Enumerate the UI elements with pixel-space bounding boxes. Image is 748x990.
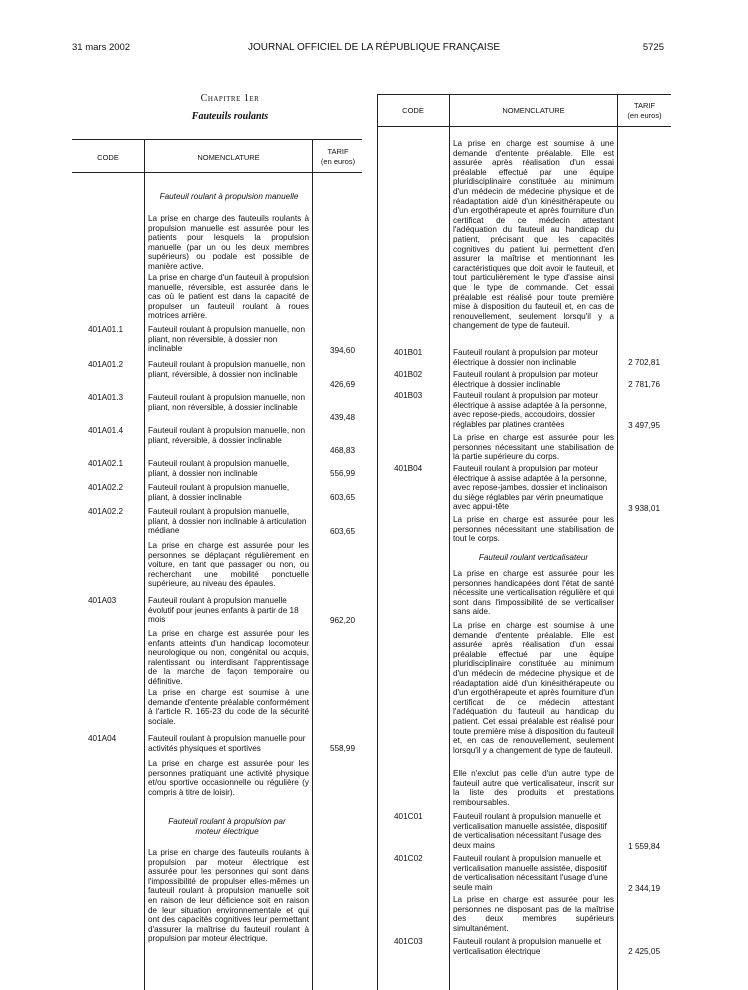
product-tarif: 3 497,95 — [628, 421, 660, 430]
product-code: 401A02.2 — [88, 483, 124, 492]
note-text: La prise en charge des fauteuils roulants à propulsion manuelle est assurée pour les patients pour lesquels la propulsion manuelle (par un ou les deux membres supérieurs) ou podale est possible de manière active. — [148, 214, 309, 271]
product-tarif: 2 781,76 — [628, 380, 660, 389]
note-text: La prise en charge est assurée pour les personnes se déplaçant régulièrement en voiture, en tant que passager ou non, ou recherchant une mobilité ponctuelle supérieure, au niveau des épaules. — [148, 541, 309, 589]
right-header-tarif: TARIF — [633, 101, 656, 110]
note-text: La prise en charge est soumise à une demande d'entente préalable conformément à l'article R. 165-23 du code de la sécurité sociale. — [148, 688, 309, 726]
product-description: Fauteuil roulant à propulsion par moteur électrique à dossier non inclinable — [453, 348, 599, 367]
product-code: 401B03 — [394, 391, 423, 400]
right-col-divider-2 — [617, 94, 618, 990]
left-col-divider-2 — [312, 139, 313, 990]
left-header-nomenclature: NOMENCLATURE — [197, 153, 260, 162]
product-description: Fauteuil roulant à propulsion manuelle et verticalisation électrique — [453, 937, 601, 956]
product-tarif: 556,99 — [329, 469, 355, 478]
product-tarif: 2 702,81 — [628, 358, 660, 367]
product-code: 401A02.2 — [88, 507, 124, 516]
product-description: Fauteuil roulant à propulsion manuelle, non pliant, réversible, à dossier inclinable — [148, 426, 306, 445]
product-code: 401B01 — [394, 348, 423, 357]
product-tarif: 394,60 — [329, 346, 355, 355]
product-code: 401A04 — [88, 734, 117, 743]
note-text: La prise en charge est assurée pour les enfants atteints d'un handicap locomoteur neurologique ou non, congénital ou acquis, ralentissant ou interdisant l'apprentissage de la marche de façon temporaire ou définitive. — [148, 629, 309, 686]
product-description: Fauteuil roulant à propulsion manuelle, non pliant, réversible, à dossier non inclinable — [148, 360, 306, 379]
right-header-tarif-unit: (en euros) — [627, 111, 662, 120]
product-description: Fauteuil roulant à propulsion par moteur électrique à dossier inclinable — [453, 370, 599, 389]
note-text: La prise en charge est soumise à une demande d'entente préalable. Elle est assurée après réalisation d'un essai préalable effectué par une équipe pluridisciplinaire constituée au minimum d'un médecin de médecine physique et de réadaptation aidé d'un kinésithérapeute ou d'un ergothérapeute et après fourniture d'un certificat de ce médecin attestant l'adéquation du fauteuil au handicap du patient, précisant que les capacités cognitives du patient lui permettent d'en assurer la maîtrise et mentionnant les caractéristiques que doit avoir le fauteuil, et tout particulièrement le type d'assise ainsi que le type de commande. Cet essai préalable est réalisé pour toute première mise à disposition du fauteuil et, en cas de renouvellement, seulement lorsqu'il y a changement de type de fauteuil. — [453, 139, 614, 331]
product-description: Fauteuil roulant à propulsion manuelle pour activités physiques et sportives — [148, 734, 306, 753]
note-text: La prise en charge est assurée pour les personnes ne disposant pas de la maîtrise des deux membres supérieurs simultanément. — [453, 895, 614, 933]
product-description: Fauteuil roulant à propulsion manuelle, pliant, à dossier inclinable — [148, 483, 290, 502]
note-text: La prise en charge est soumise à une demande d'entente préalable. Elle est assurée après réalisation d'un essai préalable effectué par une équipe pluridisciplinaire constituée au minimum d'un médecin de médecine physique et de réadaptation aidé d'un kinésithérapeute ou d'un ergothérapeute et après fourniture d'un certificat de ce médecin attestant l'adéquation du fauteuil au handicap du patient. Cet essai préalable est réalisé pour toute première mise à disposition du fauteuil et, en cas de renouvellement, seulement lorsqu'il y a changement de type de fauteuil. — [453, 621, 614, 755]
product-tarif: 426,69 — [329, 380, 355, 389]
product-code: 401A01.2 — [88, 360, 124, 369]
product-code: 401A01.1 — [88, 325, 124, 334]
product-tarif: 1 559,84 — [628, 842, 660, 851]
left-header-tarif: TARIF — [327, 147, 349, 156]
product-tarif: 603,65 — [329, 493, 355, 502]
product-tarif: 603,65 — [329, 527, 355, 536]
left-table-top-rule — [72, 139, 362, 140]
right-col-divider-1 — [449, 94, 450, 990]
header-journal: JOURNAL OFFICIEL DE LA RÉPUBLIQUE FRANÇAISE — [247, 42, 501, 53]
product-code: 401B02 — [394, 370, 423, 379]
chapter-title: Chapitre 1er — [200, 93, 260, 104]
header-page-number: 5725 — [642, 42, 664, 53]
product-description: Fauteuil roulant à propulsion manuelle, pliant, à dossier non inclinable — [148, 459, 290, 478]
product-tarif: 439,48 — [329, 413, 355, 422]
product-code: 401C01 — [394, 812, 423, 821]
product-code: 401A02.1 — [88, 459, 124, 468]
note-text: La prise en charge des fauteuils roulants à propulsion par moteur électrique est assurée pour les personnes qui sont dans l'impossibilité de propulser elles-mêmes un fauteuil roulant à propulsion manuelle soit en raison de leur déficience soit en raison de leur situation environnementale et qui ont des capacités cognitives leur permettant d'assurer la maîtrise du fauteuil roulant à propulsion par moteur électrique. — [148, 848, 309, 944]
product-tarif: 962,20 — [329, 616, 355, 625]
section-heading: Fauteuil roulant à propulsion par moteur électrique — [168, 817, 286, 836]
section-heading: Fauteuil roulant à propulsion manuelle — [159, 192, 299, 201]
product-code: 401A01.3 — [88, 393, 124, 402]
product-code: 401C02 — [394, 854, 423, 863]
product-code: 401A01.4 — [88, 426, 124, 435]
right-col-divider-0 — [377, 94, 378, 990]
product-description: Fauteuil roulant à propulsion manuelle, non pliant, non réversible, à dossier inclinable — [148, 393, 306, 412]
left-header-tarif-unit: (en euros) — [320, 157, 356, 166]
product-description: Fauteuil roulant à propulsion par moteur électrique à assise adaptée à la personne, avec repose-pieds, accoudoirs, dossier réglables par platines crantées — [453, 391, 607, 429]
header-date: 31 mars 2002 — [72, 42, 131, 53]
right-header-nomenclature: NOMENCLATURE — [502, 106, 565, 115]
product-code: 401C03 — [394, 937, 423, 946]
product-tarif: 468,83 — [329, 446, 355, 455]
note-text: La prise en charge est assurée pour les personnes nécessitant une stabilisation de la partie supérieure du corps. — [453, 433, 614, 462]
note-text: La prise en charge d'un fauteuil à propulsion manuelle, réversible, est assurée dans le cas où le patient est dans la capacité de propulser un fauteuil roulant à roues motrices arrière. — [148, 273, 309, 321]
product-code: 401A03 — [88, 596, 117, 605]
product-description: Fauteuil roulant à propulsion manuelle évolutif pour jeunes enfants à partir de 18 mois — [148, 596, 299, 625]
product-tarif: 2 425,05 — [628, 947, 660, 956]
right-table-header-rule — [377, 126, 671, 127]
product-description: Fauteuil roulant à propulsion par moteur électrique à assise adaptée à la personne, avec repose-jambes, dossier et inclinaison du siège réglables par vérin pneumatique avec appui-tête — [453, 464, 608, 512]
note-text: Elle n'exclut pas celle d'un autre type de fauteuil autre que verticalisateur, inscrit sur la liste des produits et prestations remboursables. — [453, 769, 614, 807]
product-tarif: 558,99 — [329, 744, 355, 753]
left-header-code: CODE — [97, 153, 119, 162]
left-table-header-rule — [72, 172, 362, 173]
product-description: Fauteuil roulant à propulsion manuelle, pliant, à dossier non inclinable à articulation médiane — [148, 507, 307, 536]
product-description: Fauteuil roulant à propulsion manuelle et verticalisation manuelle assistée, dispositif de verticalisation nécessitant l'usage d'une seule main — [453, 854, 608, 892]
product-code: 401B04 — [394, 464, 423, 473]
note-text: La prise en charge est assurée pour les personnes pratiquant une activité physique et/ou sportive occasionnelle ou régulière (y compris à titre de loisir). — [148, 759, 309, 797]
right-header-code: CODE — [402, 106, 424, 115]
note-text: La prise en charge est assurée pour les personnes nécessitant une stabilisation de tout le corps. — [453, 515, 614, 544]
left-col-divider-1 — [144, 139, 145, 990]
product-tarif: 3 938,01 — [628, 504, 660, 513]
section-heading: Fauteuil roulant verticalisateur — [478, 553, 589, 562]
product-description: Fauteuil roulant à propulsion manuelle, non pliant, non réversible, à dossier non inclinable — [148, 325, 306, 354]
chapter-subtitle: Fauteuils roulants — [191, 111, 269, 122]
right-table-top-rule — [377, 94, 671, 95]
product-tarif: 2 344,19 — [628, 884, 660, 893]
product-description: Fauteuil roulant à propulsion manuelle et verticalisation manuelle assistée, dispositif de verticalisation nécessitant l'usage des deux mains — [453, 812, 607, 850]
note-text: La prise en charge est assurée pour les personnes handicapées dont l'état de santé nécessite une verticalisation régulière et qui sont dans l'impossibilité de se verticaliser sans aide. — [453, 569, 614, 617]
